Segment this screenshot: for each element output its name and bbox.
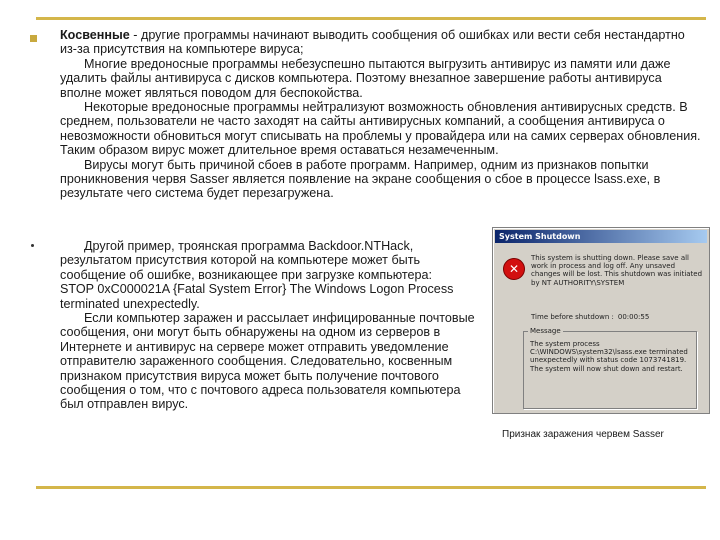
dot-bullet-icon (31, 244, 34, 247)
second-text-block (60, 239, 485, 412)
time-value: 00:00:55 (617, 313, 650, 321)
square-bullet-icon (30, 35, 37, 42)
paragraph-4: Вирусы могут быть причиной сбоев в работе программ. Например, одним из признаков попытки проникновения червя Sasser является появление на экране сообщения о сбое в процессе lsass.exe, в результате чего система будет перезагружена. (60, 157, 661, 201)
system-shutdown-dialog (492, 227, 710, 414)
paragraph-2: Многие вредоносные программы небезуспешно пытаются выгрузить антивирус из памяти или даже удалить файлы антивируса с дисков компьютера. Поэтому внезапное завершение работы антивируса вполне может являться поводом для беспокойства. (60, 56, 671, 100)
paragraph-indirect (60, 28, 702, 57)
top-divider (36, 17, 706, 20)
paragraph-5: Другой пример, троянская программа Backdoor.NTHack, результатом присутствия которой на компьютере может быть сообщение об ошибке, возникающее при загрузке компьютера: (60, 239, 433, 282)
dialog-message: This system is shutting down. Please save all work in process and log off. Any unsaved changes will be lost. This shutdown was initiated by NT AUTHORITY\SYSTEM (531, 254, 703, 287)
figure-caption: Признак заражения червем Sasser (502, 429, 664, 440)
paragraph-1-rest: - другие программы начинают выводить сообщения об ошибках или вести себя нестандартно из-за присутствия на компьютере вируса; (60, 28, 685, 57)
message-groupbox (523, 327, 697, 409)
paragraph-3: Некоторые вредоносные программы нейтрализуют возможность обновления антивирусных средств. В среднем, пользователи не часто заходят на сайты антивирусных компаний, а сообщения антивируса о невозможности обновиться могут списывать на проблемы у провайдера или на самих серверах обновления. Таким образом вирус может длительное время оставаться незамеченным. (60, 100, 701, 158)
bottom-divider (36, 486, 706, 489)
dialog-title: System Shutdown (495, 230, 707, 243)
error-x-icon: ✕ (503, 258, 525, 280)
groupbox-label: Message (530, 327, 561, 335)
dialog-time-row (531, 313, 649, 321)
main-text-block (60, 28, 702, 201)
paragraph-6: Если компьютер заражен и рассылает инфицированные почтовые сообщения, они могут быть обнаружены на одном из серверов в Интернете и антивирус на сервере может отправить уведомление отправителю зараженного сообщения. Следовательно, косвенным признаком присутствия вируса может быть получение почтового сообщения о том, что с почтового адреса пользователя компьютера был отправлен вирус. (60, 311, 475, 412)
groupbox-text: The system process C:\WINDOWS\system32\lsass.exe terminated unexpectedly with status code 1073741819. The system will now shut down and restart. (530, 340, 688, 373)
paragraph-5-error: STOP 0xC000021A {Fatal System Error} The Windows Logon Process terminated unexpectedly. (60, 282, 454, 311)
bold-term: Косвенные (60, 28, 130, 42)
time-label: Time before shutdown : (531, 313, 614, 321)
